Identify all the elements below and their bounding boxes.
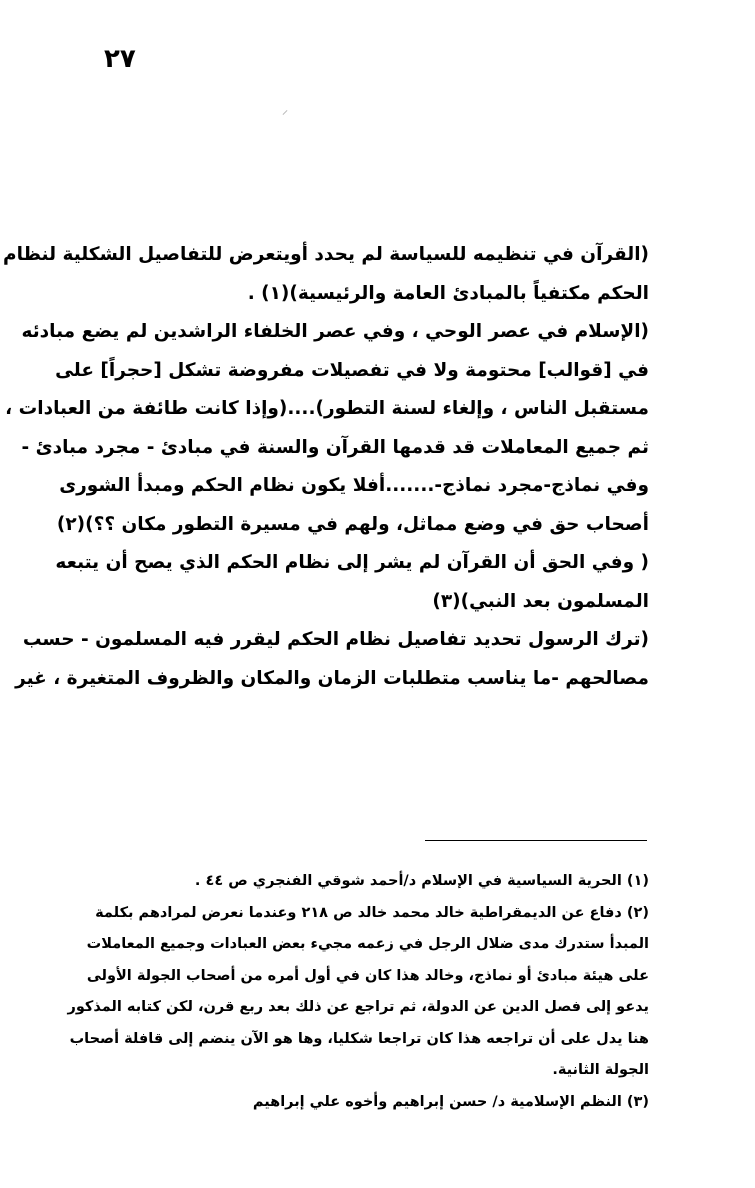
footnote-line: هنا يدل على أن تراجعه هذا كان تراجعا شكليا، وها هو الآن ينضم إلى قافلة أصحاب bbox=[69, 1030, 649, 1047]
footnote-line: (٣) النظم الإسلامية د/ حسن إبراهيم وأخوه علي إبراهيم bbox=[252, 1093, 649, 1110]
main-line: (ترك الرسول تحديد تفاصيل نظام الحكم ليقرر فيه المسلمون - حسب bbox=[22, 629, 649, 650]
page-number: ٢٧ bbox=[104, 44, 136, 74]
main-line: في [قوالب] محتومة ولا في تفصيلات مفروضة تشكل [حجراً] على bbox=[55, 359, 649, 381]
footnotes bbox=[67, 866, 649, 1118]
main-line: أصحاب حق في وضع مماثل، ولهم في مسيرة التطور مكان ؟؟)(٢) bbox=[56, 513, 649, 535]
footnote-line: الجولة الثانية. bbox=[552, 1062, 649, 1078]
footnote-line: (١) الحرية السياسية في الإسلام د/أحمد شوقي الفنجري ص ٤٤ . bbox=[194, 873, 649, 889]
footnote-separator bbox=[425, 840, 647, 841]
main-line: ثم جميع المعاملات قد قدمها القرآن والسنة في مبادئ - مجرد مبادئ - bbox=[21, 436, 649, 458]
footnote-line: يدعو إلى فصل الدين عن الدولة، ثم تراجع عن ذلك بعد ربع قرن، لكن كتابه المذكور bbox=[67, 999, 649, 1015]
footnote-line: (٢) دفاع عن الديمقراطية خالد محمد خالد ص ٢١٨ وعندما نعرض لمرادهم بكلمة bbox=[95, 904, 649, 921]
footnote-line: على هيئة مبادئ أو نماذج، وخالد هذا كان في أول أمره من أصحاب الجولة الأولى bbox=[86, 967, 649, 984]
main-line: المسلمون بعد النبي)(٣) bbox=[432, 590, 649, 612]
stray-mark bbox=[283, 110, 288, 115]
main-line: الحكم مكتفياً بالمبادئ العامة والرئيسية)(١) . bbox=[247, 282, 649, 304]
footnote-line: المبدأ ستدرك مدى ضلال الرجل في زعمه مجيء بعض العبادات وجميع المعاملات bbox=[86, 936, 649, 952]
main-line: وفي نماذج-مجرد نماذج-.......أفلا يكون نظام الحكم ومبدأ الشورى bbox=[59, 475, 649, 496]
main-line: (الإسلام في عصر الوحي ، وفي عصر الخلفاء الراشدين لم يضع مبادئه bbox=[21, 321, 649, 342]
main-text bbox=[3, 236, 649, 698]
main-line: (القرآن في تنظيمه للسياسة لم يحدد أويتعرض للتفاصيل الشكلية لنظام bbox=[3, 244, 649, 265]
main-line: مصالحهم -ما يناسب متطلبات الزمان والمكان والظروف المتغيرة ، غير bbox=[15, 667, 649, 689]
main-line: ( وفي الحق أن القرآن لم يشر إلى نظام الحكم الذي يصح أن يتبعه bbox=[55, 552, 649, 573]
main-line: مستقبل الناس ، وإلغاء لسنة التطور)....(وإذا كانت طائفة من العبادات ، bbox=[5, 398, 649, 419]
